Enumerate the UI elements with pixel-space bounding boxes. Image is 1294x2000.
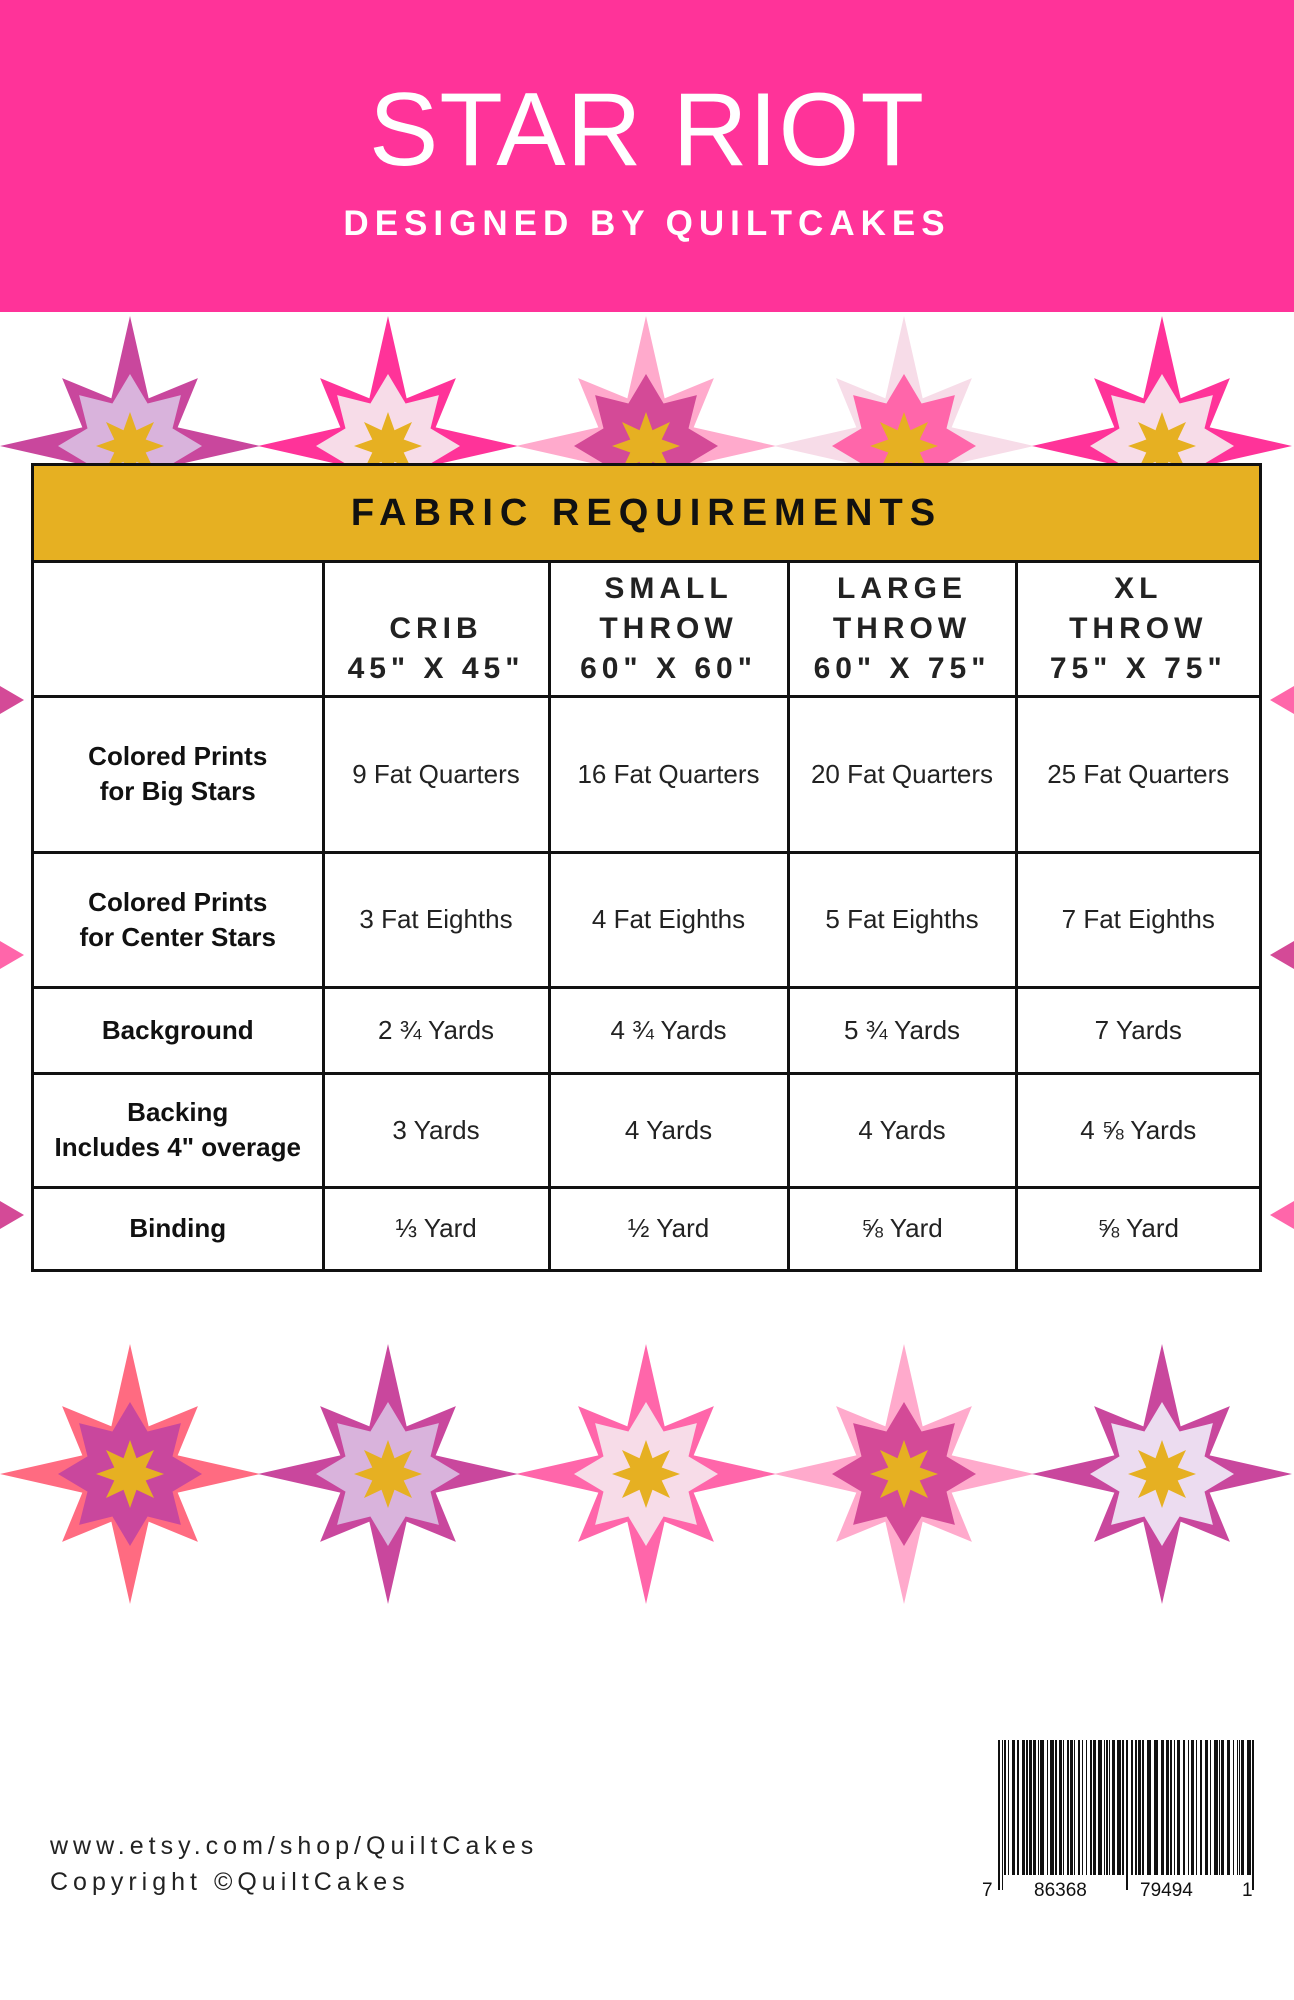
star-block-icon <box>516 1344 776 1604</box>
table-cell: 3 Yards <box>323 1073 549 1187</box>
page-title: STAR RIOT <box>369 72 925 188</box>
edge-triangle-icon <box>0 941 24 969</box>
corner-cell <box>34 563 323 696</box>
col-header-crib: CRIB 45" X 45" <box>323 563 549 696</box>
table-row <box>34 1187 1259 1269</box>
table-cell: ½ Yard <box>549 1187 788 1269</box>
row-label: Colored Prints for Center Stars <box>34 852 323 987</box>
table-cell: 4 Yards <box>549 1073 788 1187</box>
shop-url: www.etsy.com/shop/QuiltCakes <box>50 1832 539 1860</box>
table-cell: ⅝ Yard <box>788 1187 1016 1269</box>
header-row <box>34 563 1259 696</box>
barcode-bars-icon <box>992 1740 1262 1910</box>
table-title-bar <box>34 466 1259 563</box>
barcode-digit-last: 1 <box>1242 1880 1253 1901</box>
barcode-digits-right: 79494 <box>1140 1880 1193 1901</box>
edge-triangle-icon <box>0 686 24 714</box>
table-cell: 5 ¾ Yards <box>788 987 1016 1073</box>
star-block-icon <box>0 1344 260 1604</box>
edge-triangle-icon <box>1270 1201 1294 1229</box>
barcode <box>982 1740 1262 1910</box>
col-header-small-throw: SMALL THROW 60" X 60" <box>549 563 788 696</box>
table-cell: 4 ¾ Yards <box>549 987 788 1073</box>
star-block-icon <box>774 1344 1034 1604</box>
table-row <box>34 852 1259 987</box>
table-cell: 25 Fat Quarters <box>1016 696 1259 852</box>
table-cell: 16 Fat Quarters <box>549 696 788 852</box>
table-row <box>34 1073 1259 1187</box>
barcode-digit-first: 7 <box>982 1880 993 1901</box>
table-title: FABRIC REQUIREMENTS <box>350 491 943 534</box>
header-banner <box>0 0 1294 312</box>
star-block-icon <box>258 1344 518 1604</box>
fabric-requirements-table <box>31 463 1262 1272</box>
table-row <box>34 696 1259 852</box>
row-label: Binding <box>34 1187 323 1269</box>
edge-triangle-icon <box>0 1201 24 1229</box>
star-block-icon <box>1032 1344 1292 1604</box>
requirements-grid <box>34 563 1259 1269</box>
table-cell: 2 ¾ Yards <box>323 987 549 1073</box>
edge-triangle-icon <box>1270 941 1294 969</box>
table-cell: 4 Fat Eighths <box>549 852 788 987</box>
table-cell: 7 Yards <box>1016 987 1259 1073</box>
col-header-large-throw: LARGE THROW 60" X 75" <box>788 563 1016 696</box>
table-cell: 20 Fat Quarters <box>788 696 1016 852</box>
barcode-digits-left: 86368 <box>1034 1880 1087 1901</box>
col-header-xl-throw: XL THROW 75" X 75" <box>1016 563 1259 696</box>
row-label: Backing Includes 4" overage <box>34 1073 323 1187</box>
row-label: Background <box>34 987 323 1073</box>
table-cell: 3 Fat Eighths <box>323 852 549 987</box>
copyright-text: Copyright ©QuiltCakes <box>50 1868 410 1896</box>
row-label: Colored Prints for Big Stars <box>34 696 323 852</box>
page-subtitle: DESIGNED BY QUILTCAKES <box>343 204 951 243</box>
table-cell: ⅓ Yard <box>323 1187 549 1269</box>
table-cell: 7 Fat Eighths <box>1016 852 1259 987</box>
table-row <box>34 987 1259 1073</box>
edge-triangle-icon <box>1270 686 1294 714</box>
table-cell: 9 Fat Quarters <box>323 696 549 852</box>
table-cell: 5 Fat Eighths <box>788 852 1016 987</box>
table-cell: 4 Yards <box>788 1073 1016 1187</box>
table-cell: ⅝ Yard <box>1016 1187 1259 1269</box>
table-cell: 4 ⅝ Yards <box>1016 1073 1259 1187</box>
